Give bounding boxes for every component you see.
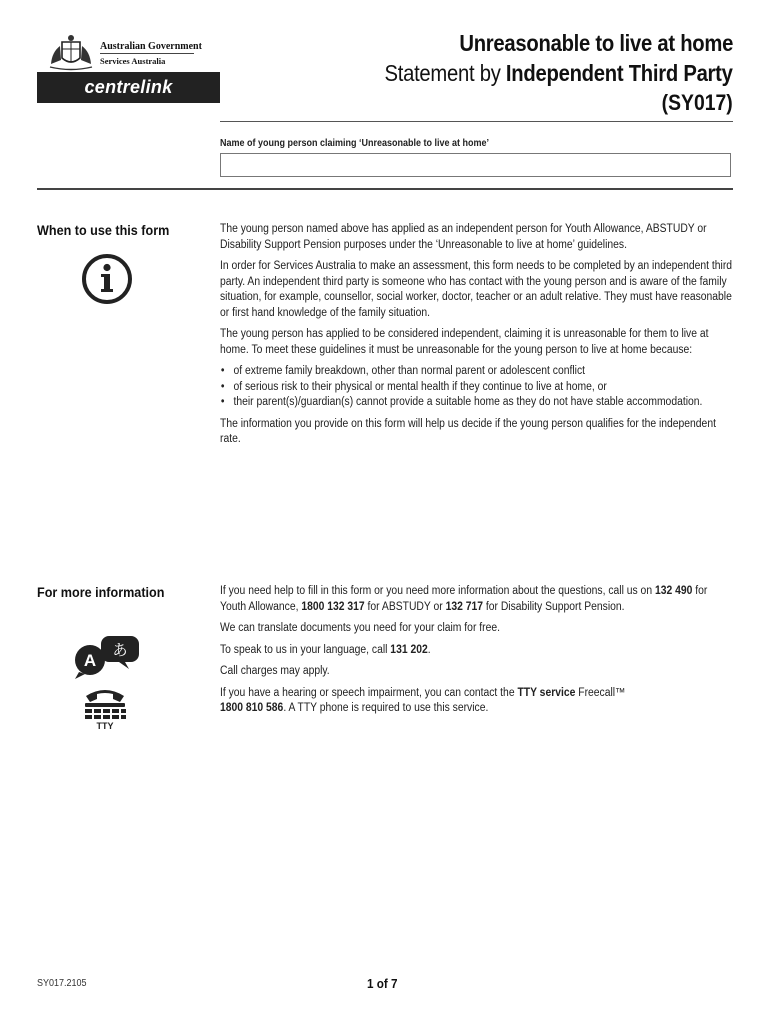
more-paragraph-3	[220, 643, 733, 659]
brand-name: centrelink	[84, 77, 173, 97]
page-number: 1 of 7	[367, 976, 398, 991]
centrelink-brand-bar	[37, 72, 220, 103]
name-input[interactable]	[220, 153, 731, 177]
more-text: If you have a hearing or speech impairment, you can contact the	[220, 686, 518, 699]
when-paragraph-4: The information you provide on this form will help us decide if the young person qualifies for the independent rate.	[220, 417, 716, 445]
more-text: If you need help to fill in this form or you need more information about the questions, call us on	[220, 585, 655, 597]
more-text: .	[427, 643, 431, 656]
list-item: • their parent(s)/guardian(s) cannot provide a suitable home as they do not have stable accommodation.	[220, 395, 733, 411]
phone-language: 131 202	[390, 643, 428, 656]
when-bullet-list	[220, 364, 733, 411]
tty-label: TTY	[96, 721, 114, 730]
phone-dsp: 132 717	[445, 600, 483, 613]
tty-service: TTY service	[517, 686, 576, 699]
when-heading: When to use this form	[37, 222, 170, 238]
phone-abstudy: 1800 132 317	[301, 600, 365, 613]
more-text: Freecall™	[575, 686, 626, 699]
gov-name: Australian Government	[100, 41, 202, 52]
more-text: for Disability Support Pension.	[482, 600, 625, 613]
more-paragraph-1	[220, 584, 733, 615]
when-paragraph-1: The young person named above has applied as an independent person for Youth Allowance, ABSTUDY or Disability Support Pension purposes under the ‘Unreasonable to live at home’ guidelines.	[220, 223, 707, 251]
footer-form-code: SY017.2105	[37, 978, 87, 989]
phone-tty: 1800 810 586	[220, 702, 284, 714]
lang-glyph-a: A	[83, 651, 97, 670]
header-divider	[220, 121, 733, 122]
subtitle-prefix: Statement by	[384, 60, 507, 86]
lang-glyph-b: あ	[112, 641, 128, 659]
form-code: (SY017)	[661, 90, 733, 115]
more-body	[220, 584, 733, 723]
more-heading: For more information	[37, 584, 165, 600]
gov-sub: Services Australia	[100, 56, 166, 66]
more-text: for ABSTUDY or	[364, 600, 446, 613]
form-title: Unreasonable to live at home	[459, 30, 733, 56]
phone-youth-allowance: 132 490	[654, 585, 693, 597]
when-body	[220, 222, 733, 454]
info-icon	[81, 253, 133, 305]
more-paragraph-4: Call charges may apply.	[220, 665, 330, 677]
gov-divider	[100, 53, 194, 54]
list-item: • of serious risk to their physical or mental health if they continue to live at home, or	[220, 380, 733, 396]
more-paragraph-2: We can translate documents you need for your claim for free.	[220, 622, 500, 634]
when-paragraph-3: The young person has applied to be considered independent, claiming it is unreasonable for them to live at home. To meet these guidelines it must be unreasonable for the young person to live at home because:	[220, 328, 709, 356]
translate-icon	[73, 632, 139, 680]
coat-of-arms-logo	[48, 34, 94, 72]
name-field-label: Name of young person claiming ‘Unreasonable to live at home’	[220, 138, 490, 149]
more-text: for Youth Allowance,	[220, 585, 708, 613]
when-paragraph-2: In order for Services Australia to make an assessment, this form needs to be completed by an independent third party. An independent third party is someone who has contact with the young person and is aware of the family situation, for example, counsellor, social worker, doctor, teacher or an adult relative. They must have reasonable or first hand knowledge of the family situation.	[220, 260, 733, 319]
form-subtitle	[385, 60, 733, 87]
subtitle-bold: Independent Third Party	[506, 60, 733, 86]
section-divider	[37, 188, 733, 190]
tty-phone-icon	[80, 684, 130, 730]
more-paragraph-5	[220, 686, 733, 717]
more-text: . A TTY phone is required to use this service.	[283, 702, 489, 714]
list-item: • of extreme family breakdown, other than normal parent or adolescent conflict	[220, 364, 733, 380]
more-text: To speak to us in your language, call	[220, 643, 391, 656]
